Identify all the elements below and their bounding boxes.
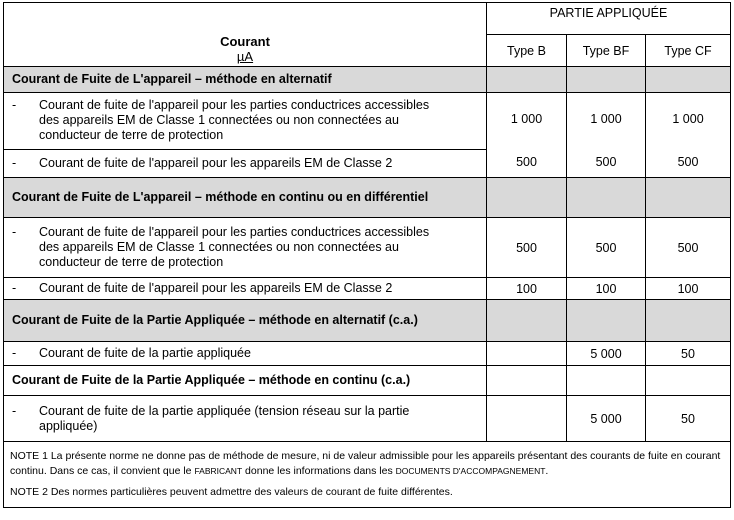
value-cell-type-bf: 500 (567, 218, 646, 278)
note-1-fabricant: FABRICANT (194, 466, 243, 476)
value: 1 000 (510, 112, 543, 126)
value: 1 000 (590, 112, 622, 126)
section-empty-cell (487, 366, 567, 396)
value-cell-type-bf (567, 93, 646, 178)
header-unit-label: µA (236, 49, 254, 64)
value-cell-type-b: 500 (487, 218, 567, 278)
item-description: Courant de fuite de l'appareil pour les parties conductrices accessibles des appareils EM de Classe 1 connectées ou non connectées au conducteur de terre de protection (39, 225, 430, 269)
list-dash: - (12, 403, 17, 418)
list-dash: - (12, 346, 17, 360)
item-description: Courant de fuite de la partie appliquée (tension réseau sur la partie appliquée) (39, 403, 410, 433)
section-empty-cell (487, 67, 567, 93)
value-cell-type-cf (646, 93, 731, 178)
section-empty-cell (567, 178, 646, 218)
list-dash: - (12, 281, 17, 295)
section-empty-cell (646, 178, 731, 218)
table-row-label (4, 278, 487, 300)
header-courant-cell (4, 3, 487, 67)
item-description: Courant de fuite de l'appareil pour les appareils EM de Classe 2 (39, 281, 393, 295)
section-empty-cell (567, 366, 646, 396)
list-dash: - (12, 155, 17, 170)
value-cell-type-b (487, 342, 567, 366)
list-dash: - (12, 98, 17, 113)
note-1 (10, 449, 724, 479)
table-row-label (4, 93, 487, 150)
value-cell-type-cf: 500 (646, 218, 731, 278)
value-cell-type-bf: 5 000 (567, 396, 646, 442)
value-cell-type-b (487, 93, 567, 178)
section-title: Courant de Fuite de L'appareil – méthode en alternatif (4, 67, 487, 93)
value-cell-type-cf: 50 (646, 342, 731, 366)
header-type-b: Type B (487, 35, 567, 67)
section-empty-cell (487, 300, 567, 342)
table-row-label (4, 218, 487, 278)
value-cell-type-cf: 50 (646, 396, 731, 442)
note-1-period: . (545, 465, 549, 477)
section-empty-cell (487, 178, 567, 218)
item-description: Courant de fuite de l'appareil pour les appareils EM de Classe 2 (39, 155, 393, 170)
section-title: Courant de Fuite de la Partie Appliquée – méthode en alternatif (c.a.) (4, 300, 487, 342)
table-row-label (4, 149, 487, 177)
value-cell-type-b (487, 396, 567, 442)
value: 500 (595, 155, 617, 169)
value-cell-type-cf: 100 (646, 278, 731, 300)
value: 1 000 (672, 112, 704, 126)
header-type-bf: Type BF (567, 35, 646, 67)
note-2: NOTE 2 Des normes particulières peuvent admettre des valeurs de courant de fuite différentes. (10, 486, 453, 498)
section-empty-cell (567, 300, 646, 342)
value: 500 (516, 155, 537, 169)
value: 500 (677, 155, 699, 169)
value-cell-type-b: 100 (487, 278, 567, 300)
header-type-cf: Type CF (646, 35, 731, 67)
item-description: Courant de fuite de l'appareil pour les parties conductrices accessibles des appareils EM de Classe 1 connectées ou non connectées au conducteur de terre de protection (39, 98, 430, 143)
header-courant-label: Courant (220, 34, 270, 49)
note-1-text-cont: donne les informations dans les (242, 465, 396, 477)
section-empty-cell (567, 67, 646, 93)
item-description: Courant de fuite de la partie appliquée (39, 346, 251, 360)
notes-cell (4, 442, 731, 508)
leakage-current-table (3, 2, 731, 508)
note-1-text: NOTE 1 La présente norme ne donne pas de méthode de mesure, ni de valeur admissible pour les appareils présentant des courants de fuite en courant continu. Dans ce cas, il convient que le (10, 450, 721, 477)
table-row-label (4, 342, 487, 366)
section-empty-cell (646, 67, 731, 93)
value-cell-type-bf: 100 (567, 278, 646, 300)
section-title: Courant de Fuite de la Partie Appliquée – méthode en continu (c.a.) (4, 366, 487, 396)
header-partie-appliquee: PARTIE APPLIQUÉE (487, 3, 731, 35)
list-dash: - (12, 225, 17, 239)
section-empty-cell (646, 300, 731, 342)
section-title: Courant de Fuite de L'appareil – méthode en continu ou en différentiel (4, 178, 487, 218)
note-1-documents: DOCUMENTS D'ACCOMPAGNEMENT (395, 466, 546, 476)
value-cell-type-bf: 5 000 (567, 342, 646, 366)
section-empty-cell (646, 366, 731, 396)
table-row-label (4, 396, 487, 442)
leakage-current-table-wrapper (3, 2, 731, 508)
